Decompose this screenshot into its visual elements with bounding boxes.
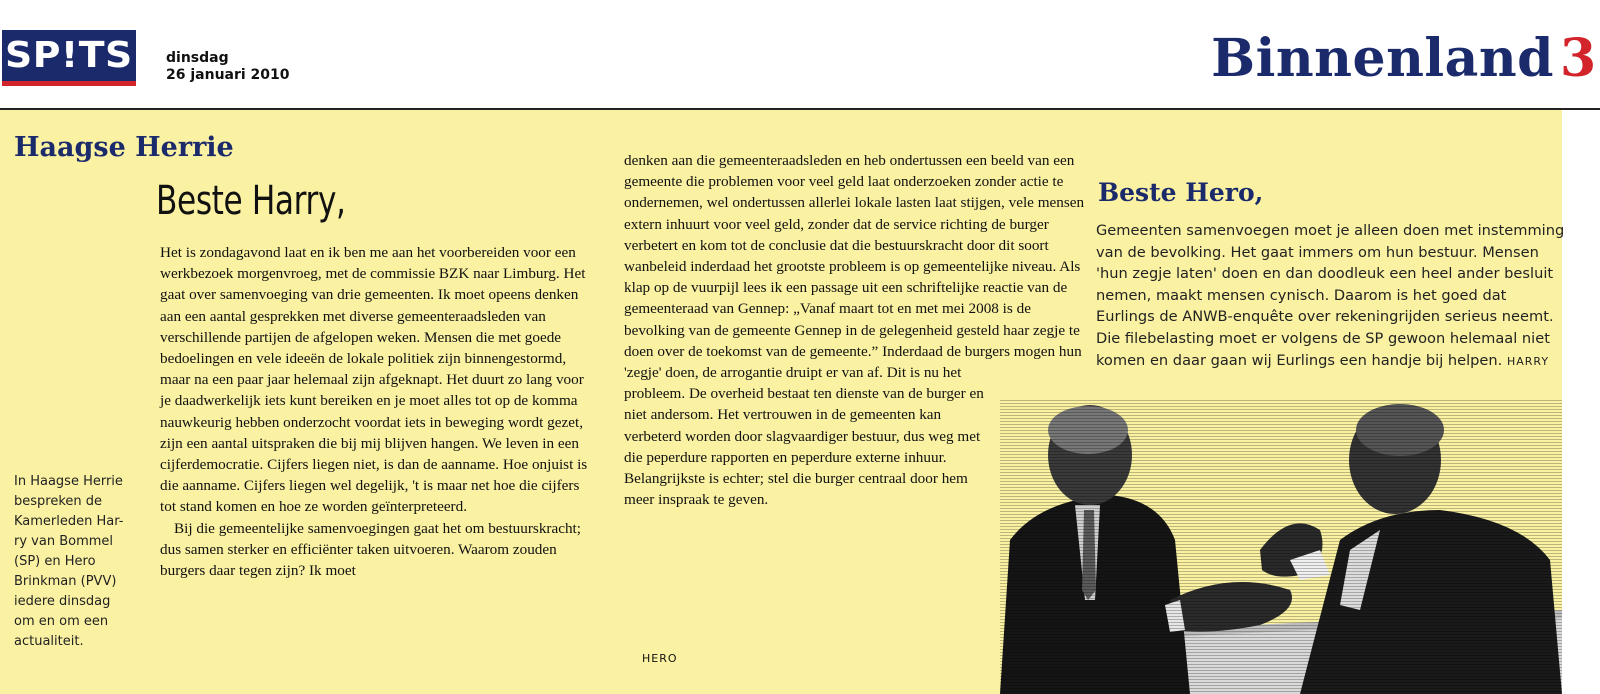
paragraph: denken aan die gemeenteraadsleden en heb ondertussen een beeld van een gemeente die problemen voor veel geld laat onderzoeken zonder actie te ondernemen, wel ondertussen allerlei lokale lasten laat stijgen, vele mensen extern inhuurt voor veel geld, zonder dat de service richting de burger verbetert en kom tot de conclusie dat die bestuurskracht door dit soort wanbeleid inderdaad het grootste probleem is op gemeentelijke niveau. Als klap op de vuurpijl lees ik een passage uit een schriftelijke reactie van de gemeenteraad van Gennep: „Vanaf maart tot en met mei 2008 is de bevolking van de gemeente Gennep in de gelegenheid gesteld haar zegje te doen over de toekomst van de gemeente.” Inderdaad de burgers mogen hun	[624, 152, 1085, 360]
paragraph-text: Gemeenten samenvoegen moet je alleen doen met instemming van de bevolking. Het gaat immers om hun bestuur. Mensen 'hun zegje laten' doen en dan doodleuk een heel ander besluit nemen, maakt mensen cynisch. Daarom is het goed dat Eurlings de ANWB-enquête over rekeningrijden serieus neemt. Die filebelasting moet er volgens de SP gewoon helemaal niet komen en daar gaan wij Eurlings een handje bij helpen.	[1096, 222, 1565, 369]
page-number: 3	[1560, 28, 1597, 89]
signature-hero: HERO	[642, 652, 678, 665]
paragraph: 'zegje' doen, de arrogantie druipt er van af. Dit is nu het probleem. De overheid bestaat ten dienste van de burger en niet andersom. Het vertrouwen in de gemeenten kan verbeterd worden door slagvaardiger bestuur, dus weg met die peperdure rapporten en peperdure externe inhuur. Belangrijkste is echter; stel die burger centraal door hem meer inspraak te geven.	[624, 364, 984, 509]
paragraph: Bij die gemeentelijke samenvoegingen gaat het om bestuurskracht; dus samen sterker en efficiënter taken uitvoeren. Waarom zouden burgers daar tegen zijn? Ik moet	[160, 519, 581, 580]
paragraph: Het is zondagavond laat en ik ben me aan het voorbereiden voor een werkbezoek morgenvroeg, met de commissie BZK naar Limburg. Het gaat over samenvoeging van drie gemeenten. Ik moet opeens denken aan een aantal gesprekken met diverse gemeenteraadsleden van verschillende partijen de afgelopen weken. Mensen die met goede bedoelingen en vele ideeën de lokale politiek zijn binnengestormd, maar na een paar jaar helemaal zijn afgeknapt. Het duurt zo lang voor je daadwerkelijk iets kunt bereiken en je moet alles tot op de komma nauwkeurig hebben onderzocht voordat iets in beweging wordt gezet, zijn een aantal uitspraken die bij mij blijven hangen. We leven in een cijferdemocratie. Cijfers liegen niet, is dan de aanname. Hoe onjuist is die aanname. Cijfers liegen wel degelijk, 't is maar net hoe die cijfers tot stand komen en hoe ze worden geïnterpreteerd.	[160, 244, 588, 516]
section-title: Binnenland	[1211, 28, 1554, 89]
salutation-harry: Beste Harry,	[156, 178, 346, 224]
column-kicker: Haagse Herrie	[14, 132, 234, 163]
letter-column-3	[1096, 220, 1566, 372]
sidebar-note: In Haagse Herrie bespreken de Kamerleden Har-ry van Bommel (SP) en Hero Brinkman (PVV) iedere dinsdag om en om een actualiteit.	[14, 474, 124, 649]
letter-column-1	[160, 242, 598, 581]
spits-logo[interactable]	[2, 30, 136, 86]
logo-text: SP!TS	[5, 35, 133, 76]
date-block	[166, 50, 290, 84]
paragraph	[1096, 220, 1566, 372]
politicians-photo	[1000, 400, 1562, 694]
day-label: dinsdag	[166, 50, 229, 66]
signature-harry: HARRY	[1506, 354, 1550, 368]
masthead	[0, 0, 1600, 110]
page-edge	[1562, 110, 1600, 694]
date-label: 26 januari 2010	[166, 67, 290, 83]
salutation-hero: Beste Hero,	[1098, 178, 1264, 207]
